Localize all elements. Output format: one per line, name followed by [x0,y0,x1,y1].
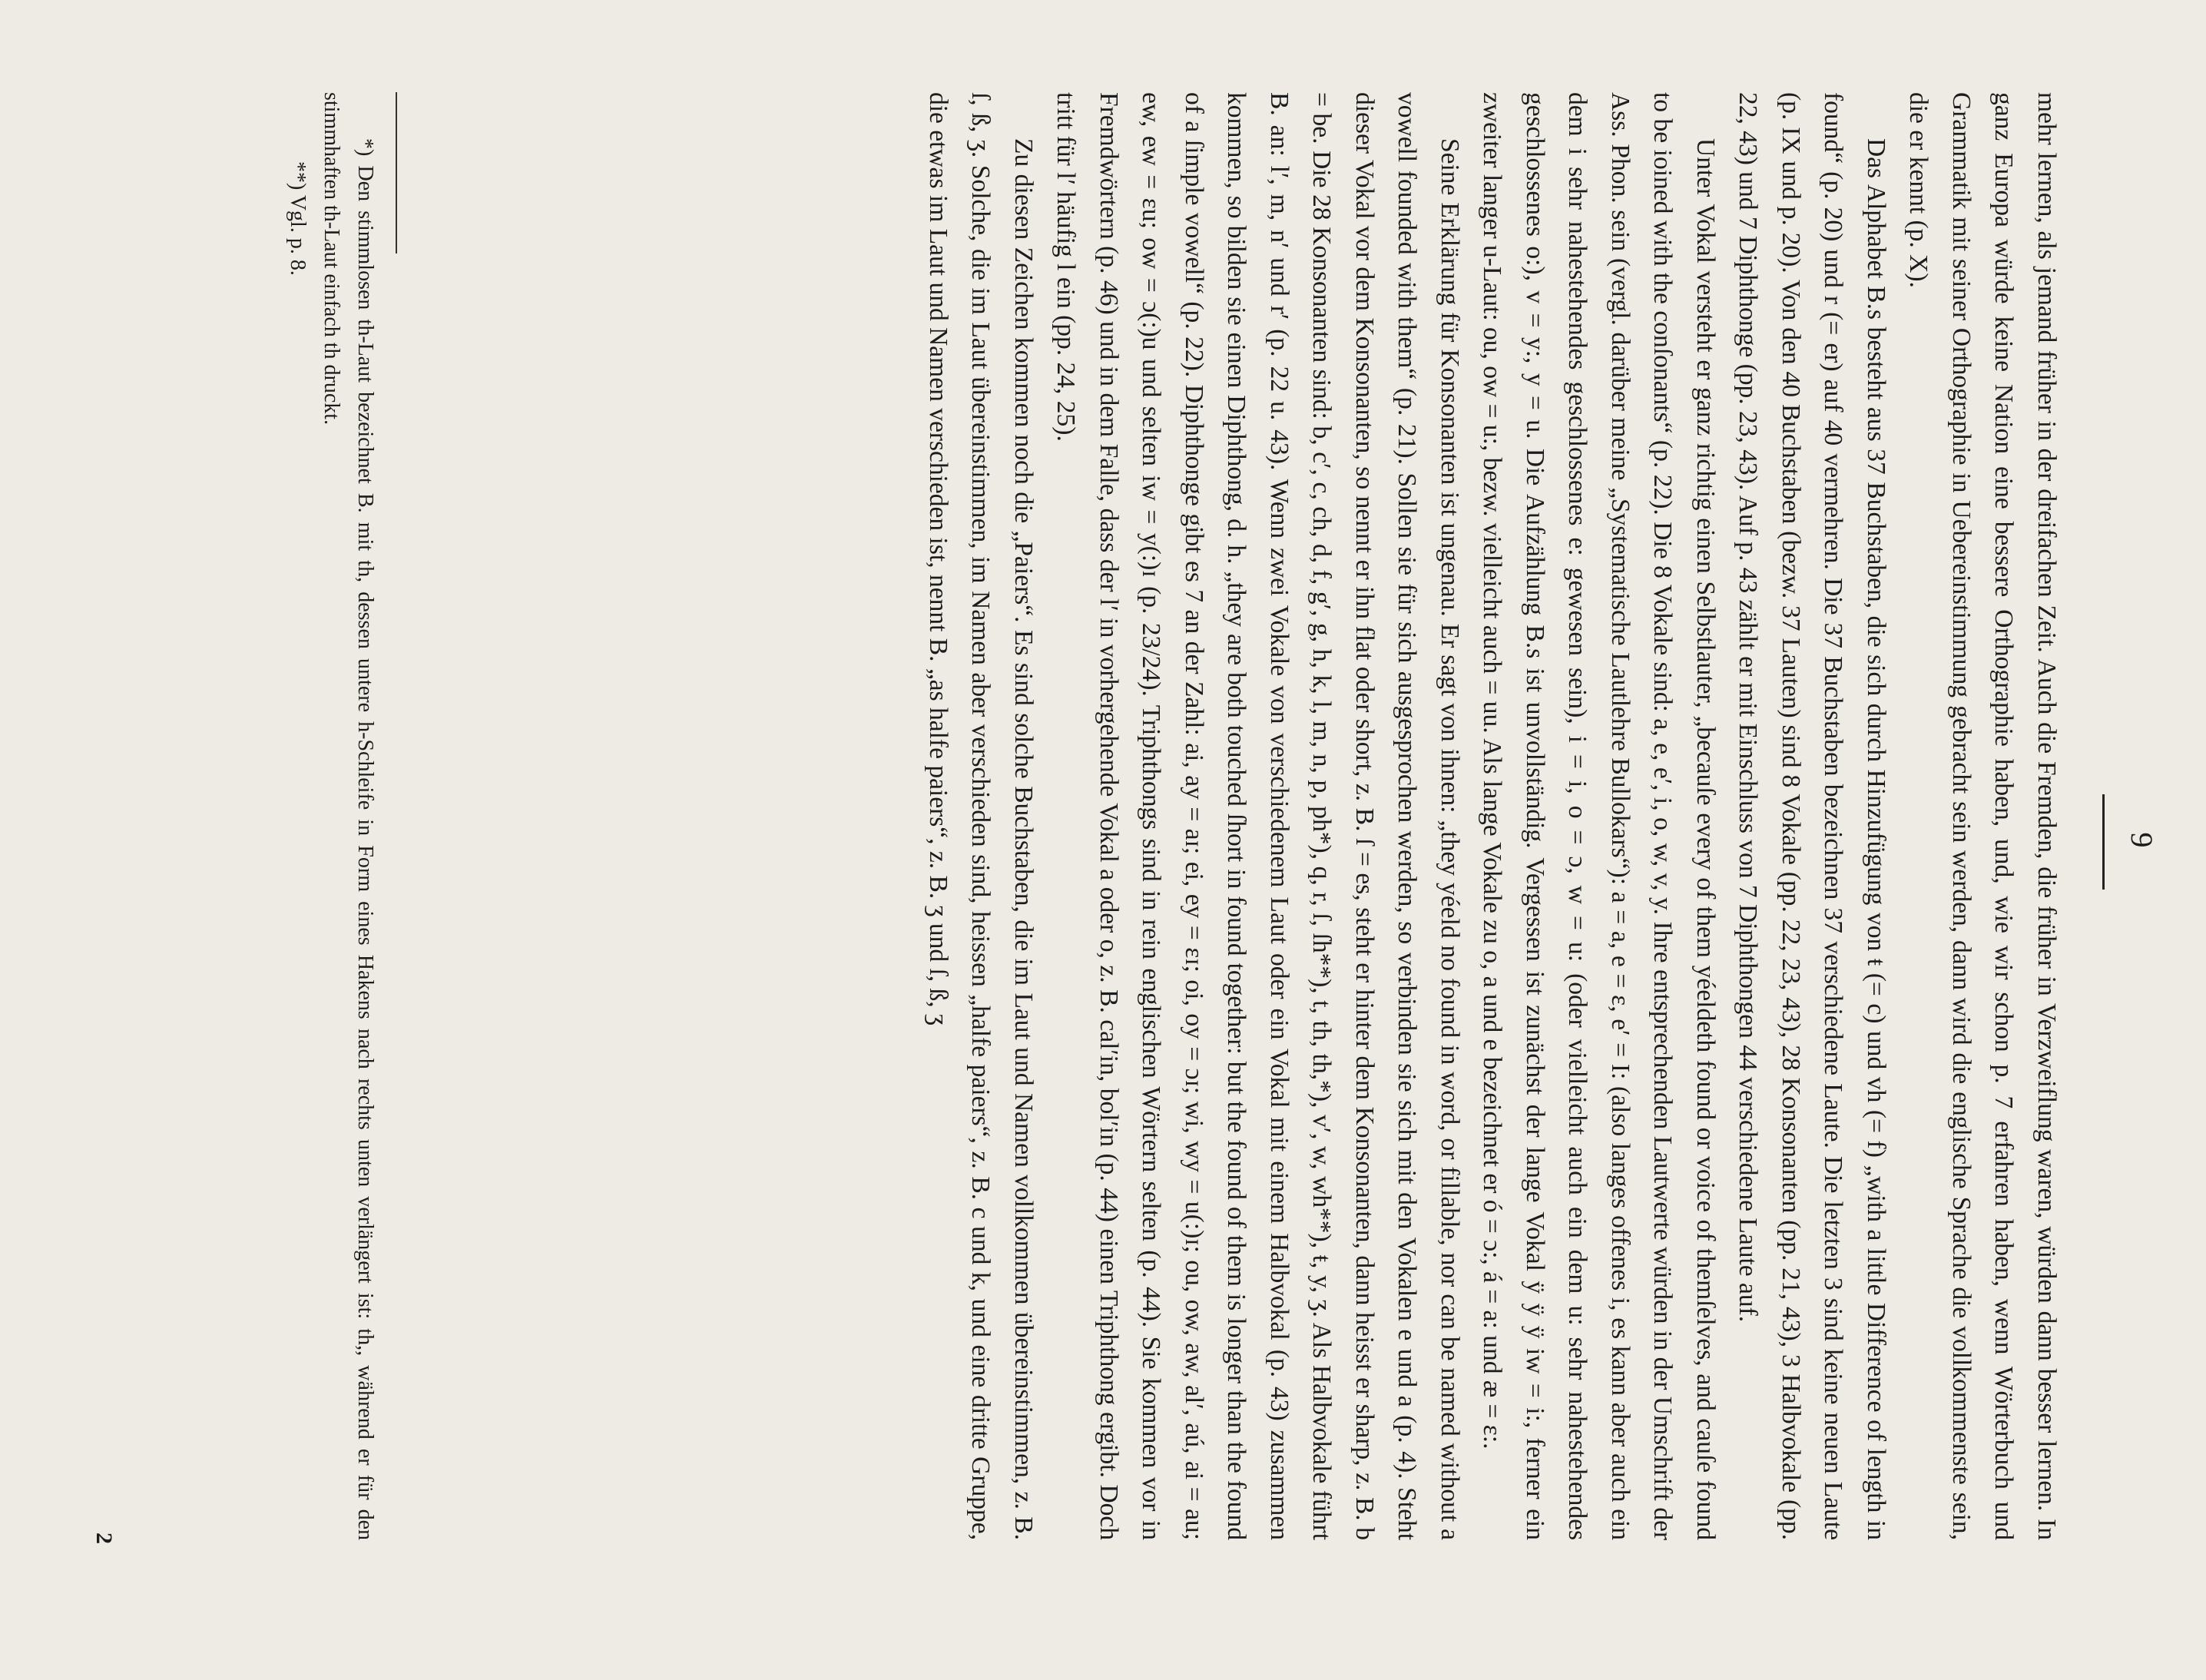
footnote-rule [396,92,397,253]
body-text [917,92,2069,1540]
paragraph: Unter Vokal versteht er ganz richtig einen Selbstlauter, „becauſe every of them yéeldeth found or voice of themſelves, and cauſe found to be ioined with the conſonants“ (p. 22). Die 8 Vokale sind: a, e, e′, i, o, w, v, y. Ihre entsprechenden Lautwerte würden in der Umschrift der Ass. Phon. sein (vergl. darüber meine „Systematische Lautlehre Bullokars“): a = a, e = ɛ, e′ = I: (also langes offenes i, es kann aber auch ein dem i sehr nahestehendes geschlossenes e: gewesen sein), i = i, o = ɔ, w = u: (oder vielleicht auch ein dem u: sehr nahestehendes geschlossenes o:), v = y:, y = u. Die Aufzählung B.s ist unvollständig. Vergessen ist zunächst der lange Vokal ÿ ÿ ÿ iw = i:, ferner ein zweiter langer u-Laut: ou, ow = u:, bezw. vielleicht auch = uu. Als lange Vokale zu o, a und e bezeichnet er ó = ɔ:, á = a: und æ = ɛ:. [1478,92,1720,1540]
footnotes [280,92,382,1540]
paragraph: Seine Erklärung für Konsonanten ist ungenau. Er sagt von ihnen: „they yéeld no found in word, or fillable, nor can be named without a vowell founded with them“ (p. 21). Sollen sie für sich ausgesprochen werden, so verbinden sie sich mit den Vokalen e und a (p. 4). Steht dieser Vokal vor dem Konsonanten, so nennt er ihn flat oder short, z. B. ſ = es, steht er hinter dem Konsonanten, dann heisst er sharp, z. B. b = be. Die 28 Konsonanten sind: b, c′, c, ch, d, f, g′, g, h, k, l, m, n, p, ph*), q, r, ſ, ſh**), t, th, th,*), v′, w, wh**), ŧ, y, ʒ. Als Halbvokale führt B. an: l′, m, n′ und r′ (p. 22 u. 43). Wenn zwei Vokale von verschiedenem Laut oder ein Vokal mit einem Halbvokal (p. 43) zusammen kommen, so bilden sie einen Diphthong, d. h. „they are both touched ſhort in found together: but the found of them is longer than the found of a ſimple vowell“ (p. 22). Diphthonge gibt es 7 an der Zahl: ai, ay = aɪ; ei, ey = ɛɪ; oi, oy = ɔɪ; wi, wy = u(:)ɪ; ou, ow, aw, al′, aú, ai = au; ew, ew = ɛu; ow = ɔ(:)u und selten iw = y(:)ɪ (p. 23/24). Triphthongs sind in rein englischen Wörtern selten (p. 44). Sie kommen vor in Fremdwörtern (p. 46) und in dem Falle, dass der l′ in vorhergehende Vokal a oder o, z. B. cal′in, bol′in (p. 44) einen Triphthong ergibt. Doch tritt für l′ häufig l ein (pp. 24, 25). [1052,92,1464,1540]
footnote: *) Den stimmlosen th-Laut bezeichnet B. mit th, dessen untere h-Schleife in Form eines Hakens nach rechts unten verlängert ist: th,, während er für den stimmhaften th-Laut einfach th druckt. [320,92,377,1540]
signature-mark: 2 [91,1533,117,1544]
paragraph: mehr lernen, als jemand früher in der dreifachen Zeit. Auch die Fremden, die früher in Verzweiflung waren, würden dann besser lernen. In ganz Europa würde keine Nation eine bessere Orthographie haben, und, wie wir schon p. 7 erfahren haben, wenn Wörterbuch und Grammatik mit seiner Orthographie in Uebereinstimmung gebracht sein werden, dann wird die englische Sprache die vollkommenste sein, die er kennt (p. X). [1904,92,2061,1540]
header-rule [2102,794,2105,890]
page-number: 9 [2125,832,2159,848]
paragraph: Zu diesen Zeichen kommen noch die „Paiers“. Es sind solche Buchstaben, die im Laut und Namen vollkommen übereinstimmen, z. B. ſ, ß, ʒ. Solche, die im Laut übereinstimmen, im Namen aber verschieden sind, heissen „halfe paiers“, z. B. c und k, und eine dritte Gruppe, die etwas im Laut und Namen verschieden ist, nennt B. „as halfe paiers“, z. B. ʒ und ſ, ß, ʒ [924,92,1038,1540]
paragraph: Das Alphabet B.s besteht aus 37 Buchstaben, die sich durch Hinzufügung von ŧ (= c) und vh (= f) „with a little Difference of length in found“ (p. 20) und r (= er) auf 40 vermehren. Die 37 Buchstaben bezeichnen 37 verschiedene Laute. Die letzten 3 sind keine neuen Laute (p. IX und p. 20). Von den 40 Buchstaben (bezw. 37 Lauten) sind 8 Vokale (pp. 22, 23, 43), 28 Konsonanten (pp. 21, 43), 3 Halbvokale (pp. 22, 43) und 7 Diphthonge (pp. 23, 43). Auf p. 43 zählt er mit Einschluss von 7 Diphthongen 44 verschiedene Laute auf. [1734,92,1890,1540]
footnote: **) Vgl. p. 8. [286,161,310,276]
